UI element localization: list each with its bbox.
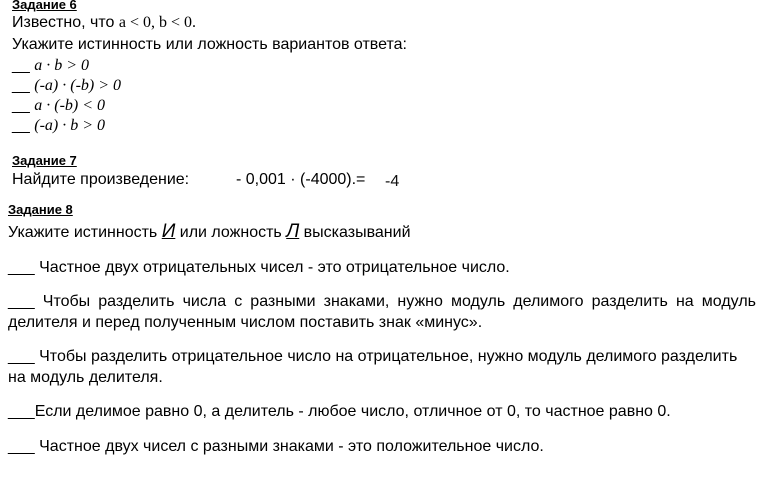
task6-title: Задание 6 [12, 0, 77, 12]
task6-given [12, 14, 196, 32]
task7-answer[interactable]: -4 [385, 173, 400, 190]
instruction-text: высказываний [299, 224, 411, 241]
task6-option-2[interactable] [12, 77, 121, 95]
task6-option-4[interactable] [12, 117, 105, 135]
option-expression: (-a) · (-b) > 0 [34, 77, 122, 94]
task6-option-1[interactable] [12, 57, 89, 75]
answer-blank[interactable]: __ [12, 117, 30, 134]
instruction-text: Укажите истинность [8, 224, 162, 241]
option-expression: a · (-b) < 0 [34, 97, 106, 114]
task7-title: Задание 7 [12, 153, 77, 168]
task8-statement-1[interactable]: ___ Частное двух отрицательных чисел - это отрицательное число. [8, 259, 510, 276]
answer-blank[interactable]: __ [12, 77, 30, 94]
task8-statement-4[interactable]: ___Если делимое равно 0, а делитель - любое число, отличное от 0, то частное равно 0. [8, 403, 671, 420]
false-letter: Л [286, 221, 300, 242]
task7-expression: - 0,001 · (-4000).= [236, 171, 366, 188]
answer-blank[interactable]: __ [12, 57, 30, 74]
task8-title: Задание 8 [8, 202, 73, 217]
task8-statement-2[interactable]: ___ Чтобы разделить числа с разными знаками, нужно модуль делимого разделить на модуль делителя и перед полученным числом поставить знак «минус». [8, 293, 756, 331]
option-expression: (-a) · b > 0 [34, 117, 106, 134]
task6-given-expr: a < 0, b < 0. [118, 14, 196, 31]
task8-statement-3[interactable]: ___ Чтобы разделить отрицательное число на отрицательное, нужно модуль делимого разделить на модуль делителя. [8, 348, 738, 386]
task7-prompt: Найдите произведение: [12, 171, 190, 188]
task6-option-3[interactable] [12, 97, 105, 115]
answer-blank[interactable]: __ [12, 97, 30, 114]
task6-given-prefix: Известно, что [12, 14, 119, 31]
true-letter: И [161, 221, 176, 242]
instruction-text: или ложность [175, 224, 287, 241]
task8-statement-5[interactable]: ___ Частное двух чисел с разными знаками - это положительное число. [8, 438, 544, 455]
task8-instruction [8, 221, 411, 243]
task6-instruction: Укажите истинность или ложность вариантов ответа: [12, 36, 407, 53]
option-expression: a · b > 0 [34, 57, 90, 74]
